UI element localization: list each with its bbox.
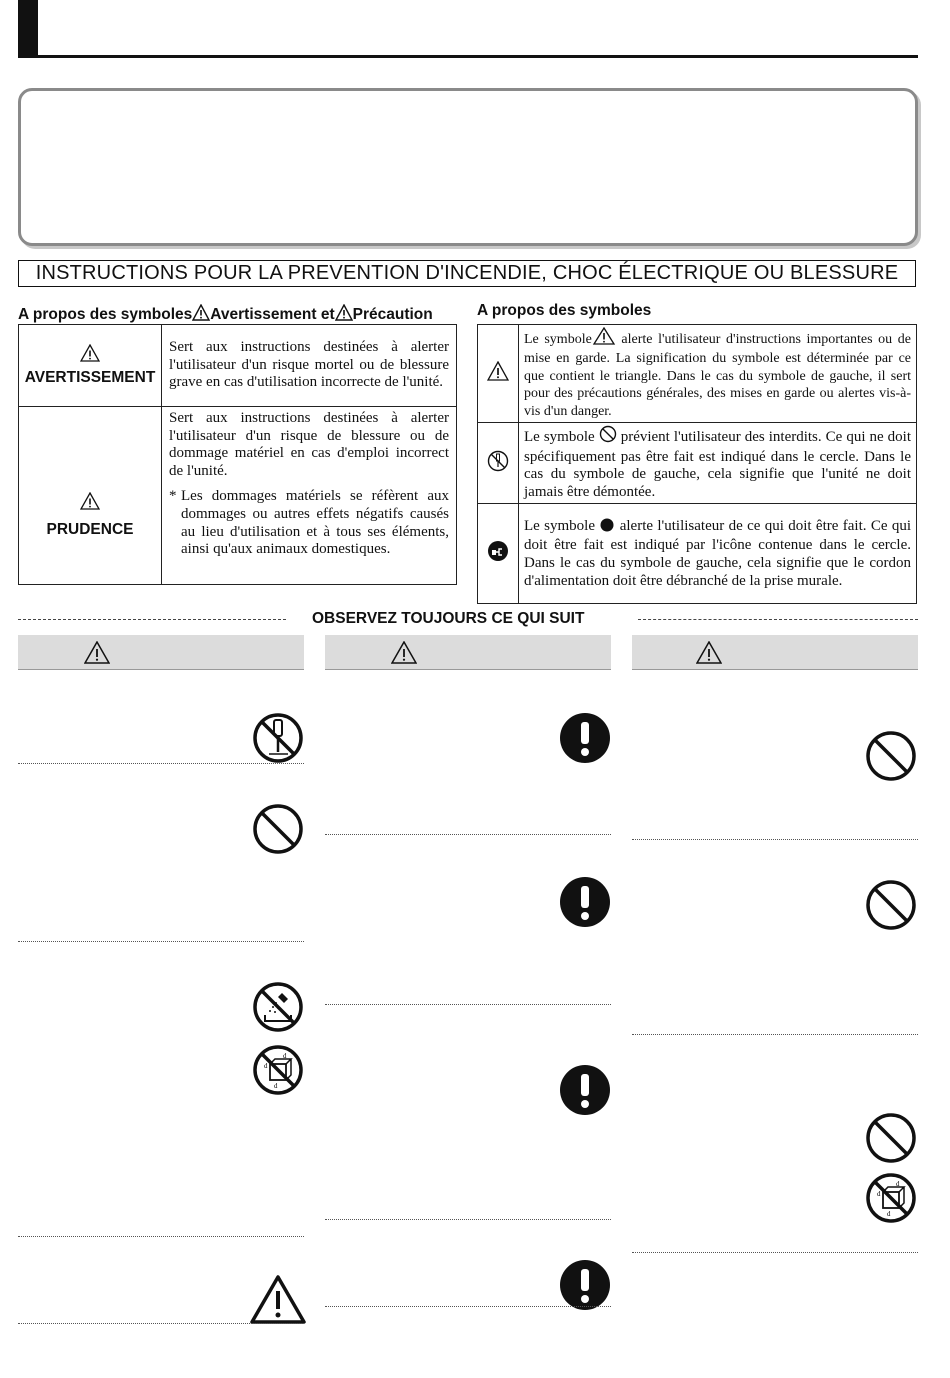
- warning-triangle-icon: [335, 304, 353, 326]
- icon-cell: [478, 504, 519, 604]
- mandatory-action-icon: [559, 876, 611, 933]
- dotted-separator: [325, 834, 611, 835]
- text-cell: [519, 423, 917, 504]
- mandatory-action-icon: [559, 712, 611, 769]
- dotted-separator: [18, 941, 304, 942]
- warning-triangle-icon: [487, 368, 509, 385]
- dashed-rule-right: [638, 619, 918, 620]
- dotted-separator: [18, 1236, 304, 1237]
- left-heading-part1: A propos des symboles: [18, 306, 193, 323]
- warning-triangle-icon: [592, 327, 616, 350]
- left-heading-part3: Précaution: [352, 306, 433, 323]
- prudence-text: Sert aux instructions destinées à alerter l'utilisateur d'un risque de blessure ou de dommage matériel en cas d'emploi incorrect de l'unité.: [169, 410, 449, 479]
- text-before: Le symbole: [524, 517, 595, 534]
- text-cell: [162, 407, 457, 585]
- text-before: Le symbole: [524, 429, 595, 446]
- avertissement-label: AVERTISSEMENT: [24, 369, 156, 386]
- column-2-warning-bar: [325, 635, 611, 670]
- svg-text:d: d: [264, 1062, 268, 1070]
- symbol-desc-2: [524, 425, 911, 501]
- svg-text:d: d: [283, 1052, 287, 1060]
- warning-triangle-icon: [84, 641, 110, 669]
- no-liquid-container-icon: [252, 1044, 304, 1101]
- prohibition-icon: [865, 879, 917, 936]
- note-asterisk: *: [169, 488, 177, 505]
- mandatory-dot-icon: [599, 518, 615, 538]
- text-after: alerte l'utilisateur d'instructions importantes ou de mise en garde. La signification du symbole est déterminée par ce que contient le triangle. Dans le cas du symbole de gauche, il sert pour des précautions générales, des mises en garde ou alertes vis-à-vis d'un danger.: [524, 332, 911, 419]
- dotted-separator: [325, 1004, 611, 1005]
- prohibition-icon: [865, 730, 917, 787]
- svg-text:d: d: [896, 1180, 900, 1188]
- prudence-label: PRUDENCE: [46, 520, 134, 538]
- intro-panel: [18, 88, 918, 246]
- dotted-separator: [325, 1219, 611, 1220]
- svg-text:d: d: [887, 1210, 891, 1218]
- dotted-separator: [632, 1252, 918, 1253]
- observe-heading: OBSERVEZ TOUJOURS CE QUI SUIT: [312, 610, 585, 627]
- text-cell: [519, 504, 917, 604]
- warning-triangle-icon: [20, 344, 160, 367]
- right-section-heading: A propos des symboles: [477, 302, 652, 319]
- table-row: [478, 423, 917, 504]
- mandatory-action-icon: [559, 1259, 611, 1316]
- column-1-warning-bar: [18, 635, 304, 670]
- no-water-icon: [252, 981, 304, 1038]
- text-after: prévient l'utilisateur des interdits. Ce qui ne doit spécifiquement pas être fait est indiqué dans le cercle. Dans le cas du symbole de gauche, cela signifie que l'unité ne doit jamais être démontée.: [524, 429, 912, 500]
- safety-banner-title: INSTRUCTIONS POUR LA PREVENTION D'INCENDIE, CHOC ÉLECTRIQUE OU BLESSURE: [18, 260, 916, 287]
- svg-text:d: d: [877, 1190, 881, 1198]
- avertissement-text: Sert aux instructions destinées à alerter l'utilisateur d'un risque mortel ou de blessure grave en cas d'utilisation incorrecte de l'unité.: [169, 339, 449, 391]
- no-disassemble-icon: [487, 459, 509, 476]
- svg-text:d: d: [274, 1082, 278, 1090]
- table-row: [19, 325, 457, 407]
- text-cell: [162, 325, 457, 407]
- text-after: alerte l'utilisateur de ce qui doit être fait. Ce qui doit être fait est indiqué par l'icône contenue dans le cercle. Dans le cas du symbole de gauche, cela signifie que le cordon d'alimentation doit être débranché de la prise murale.: [524, 517, 912, 589]
- warning-triangle-icon: [391, 641, 417, 669]
- note-text: Les dommages matériels se réfèrent aux dommages ou autres effets négatifs causés au lieu d'utilisation et à tous ses éléments, ainsi qu'aux animaux domestiques.: [181, 488, 449, 558]
- prudence-note: [169, 488, 449, 558]
- dotted-separator: [632, 1034, 918, 1035]
- unplug-icon: [487, 549, 509, 566]
- label-cell: [19, 325, 162, 407]
- text-before: Le symbole: [524, 332, 592, 347]
- symbol-desc-1: [524, 327, 911, 420]
- header-black-block: [18, 0, 38, 58]
- warning-triangle-icon: [20, 492, 160, 515]
- warning-triangle-icon: [192, 304, 210, 326]
- warning-triangle-icon: [696, 641, 722, 669]
- prohibition-icon: [865, 1112, 917, 1169]
- column-3-warning-bar: [632, 635, 918, 670]
- text-cell: [519, 325, 917, 423]
- dotted-separator: [18, 1323, 304, 1324]
- label-cell: [19, 407, 162, 585]
- icon-cell: [478, 423, 519, 504]
- header-rule: [18, 55, 918, 58]
- mandatory-action-icon: [559, 1064, 611, 1121]
- dotted-separator: [632, 839, 918, 840]
- left-heading-part2: Avertissement et: [210, 306, 335, 323]
- dashed-rule-left: [18, 619, 286, 620]
- no-liquid-container-icon: [865, 1172, 917, 1229]
- no-disassemble-icon: [252, 712, 304, 769]
- prohibition-icon: [599, 425, 617, 449]
- symbol-desc-3: [524, 518, 911, 590]
- prohibition-icon: [252, 803, 304, 860]
- table-row: [19, 407, 457, 585]
- left-section-heading: [18, 304, 458, 326]
- dotted-separator: [325, 1306, 611, 1307]
- left-symbols-table: [18, 324, 457, 585]
- dotted-separator: [18, 763, 304, 764]
- table-row: [478, 325, 917, 423]
- table-row: [478, 504, 917, 604]
- warning-triangle-icon: [250, 1275, 306, 1330]
- right-symbols-table: [477, 324, 917, 604]
- icon-cell: [478, 325, 519, 423]
